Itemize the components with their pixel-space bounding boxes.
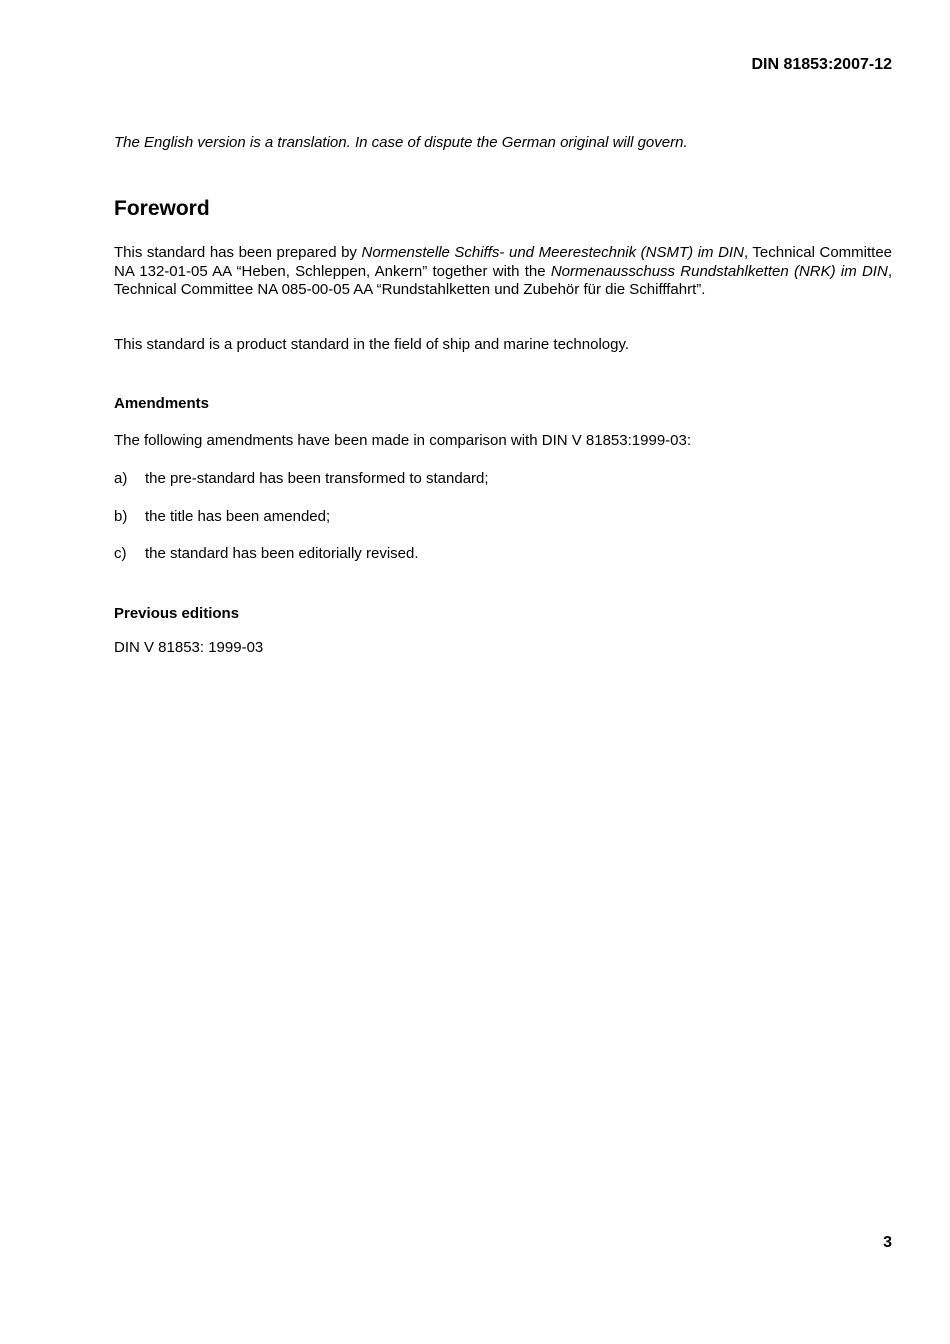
foreword-heading: Foreword	[114, 197, 210, 220]
list-item-text: the standard has been editorially revised.	[145, 545, 419, 562]
list-item-text: the title has been amended;	[145, 508, 331, 525]
amendments-intro: The following amendments have been made in comparison with DIN V 81853:1999-03:	[114, 432, 692, 449]
organization-name: Normenausschuss Rundstahlketten (NRK) im DIN	[550, 262, 888, 280]
list-item-text: the pre-standard has been transformed to standard;	[145, 470, 489, 487]
previous-editions-text: DIN V 81853: 1999-03	[114, 639, 264, 656]
document-id: DIN 81853:2007-12	[751, 56, 892, 73]
list-item	[114, 508, 892, 527]
list-item	[114, 470, 892, 489]
list-marker: b)	[114, 508, 128, 525]
foreword-paragraph-1	[114, 244, 892, 300]
foreword-text: , Technical Committee NA 085-00-05 AA “Rundstahlketten und Zubehör für die Schifffahrt”.	[114, 262, 892, 298]
list-marker: c)	[114, 545, 127, 562]
translation-note: The English version is a translation. In case of dispute the German original will govern.	[114, 134, 688, 151]
foreword-text: , Technical Committee NA 132-01-05 AA “Heben, Schleppen, Ankern” together with the	[114, 244, 892, 280]
list-marker: a)	[114, 470, 128, 487]
amendments-heading: Amendments	[114, 395, 210, 412]
page-number: 3	[883, 1234, 892, 1251]
organization-name: Normenstelle Schiffs- und Meerestechnik (NSMT) im DIN	[361, 244, 744, 261]
page-content	[114, 134, 892, 656]
foreword-text: This standard has been prepared by	[114, 244, 362, 261]
foreword-paragraph-2: This standard is a product standard in the field of ship and marine technology.	[114, 336, 630, 353]
previous-editions-heading: Previous editions	[114, 605, 240, 622]
list-item	[114, 545, 892, 564]
